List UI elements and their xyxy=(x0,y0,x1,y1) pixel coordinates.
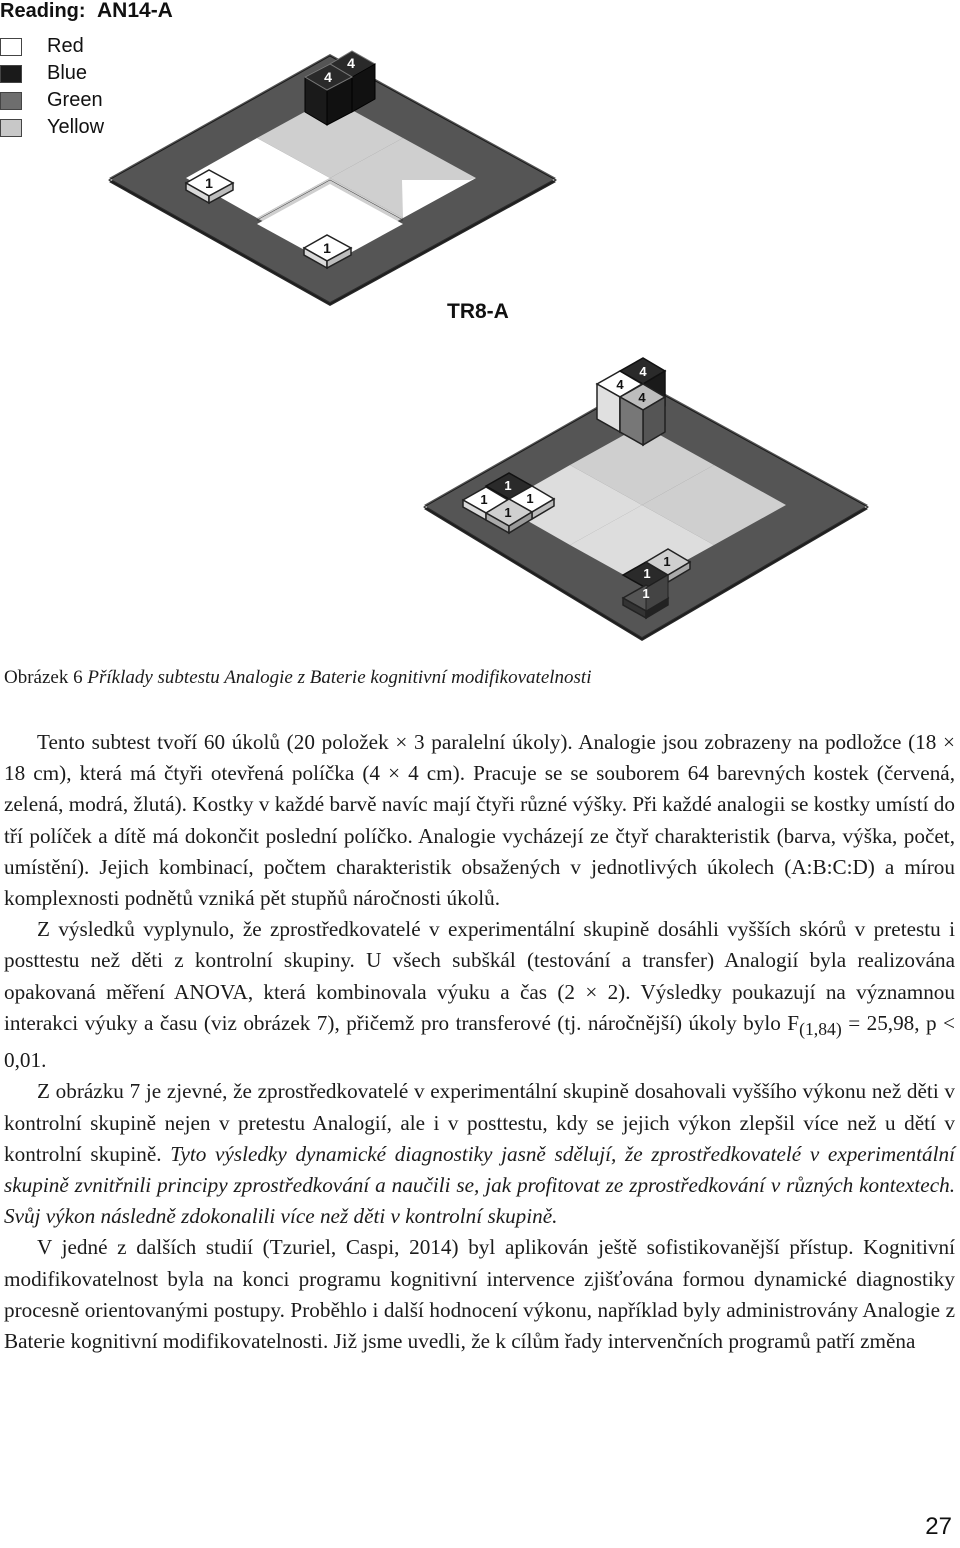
body-text xyxy=(4,727,955,1357)
block-number: 1 xyxy=(642,586,650,601)
block-number: 1 xyxy=(323,240,331,256)
block-number: 1 xyxy=(504,505,512,520)
legend-label: Red xyxy=(47,35,84,57)
paragraph: Z obrázku 7 je zjevné, že zprostředkovatelé v experimentální skupině dosahovali vyššího výkonu než děti v kontrolní skupině nejen v pretestu Analogií, ale i v posttestu, kdy se jejich výkon zlepšil více než u dětí v kontrolní skupině. Tyto výsledky dynamické diagnostiky jasně sdělují, že zprostředkovatelé v experimentální skupině zvnitřnili principy zprostředkování a naučili se, jak profitovat ze zprostředkování v různých kontextech. Svůj výkon následně zdokonalili více než děti v kontrolní skupině. xyxy=(4,1079,955,1229)
block-number: 4 xyxy=(638,390,646,405)
caption-title: Příklady subtestu Analogie z Baterie kognitivní modifikovatelnosti xyxy=(87,667,592,688)
block-number: 4 xyxy=(347,55,355,71)
figure-caption xyxy=(4,667,591,689)
block-number: 1 xyxy=(205,175,213,191)
block-number: 4 xyxy=(639,364,647,379)
legend-title: Reading: xyxy=(0,0,86,22)
f-subscript: (1,84) xyxy=(799,1019,842,1040)
block-number: 4 xyxy=(324,69,332,85)
legend-label: Green xyxy=(47,89,103,111)
block-number: 4 xyxy=(616,377,624,392)
legend-label: Yellow xyxy=(47,116,105,138)
figure-a-label: AN14-A xyxy=(97,0,173,22)
figure-b-label: TR8-A xyxy=(447,300,509,323)
block-number: 1 xyxy=(504,478,512,493)
page-number: 27 xyxy=(925,1513,952,1540)
analogy-figure xyxy=(0,0,960,660)
block-number: 1 xyxy=(643,566,651,581)
block-number: 1 xyxy=(526,491,534,506)
paragraph: Z výsledků vyplynulo, že zprostředkovatelé v experimentální skupině dosáhli vyšších skórů v pretestu i posttestu než děti z kontrolní skupiny. U všech subškál (testování a transfer) Analogií byla realizována opakovaná měření ANOVA, která kombinovala výuku a čas (2 × 2). Výsledky poukazují na významnou interakci výuky a času (viz obrázek 7), přičemž pro transferové (tj. náročnější) úkoly bylo $F_{(1,84)} = 25,98$, p < 0,01. xyxy=(4,917,956,1073)
caption-prefix: Obrázek 6 xyxy=(4,667,83,688)
block-number: 1 xyxy=(663,554,671,569)
paragraph: Tento subtest tvoří 60 úkolů (20 položek × 3 paralelní úkoly). Analogie jsou zobrazeny na podložce (18 × 18 cm), která má čtyři otevřená políčka (4 × 4 cm). Pracuje se se souborem 64 barevných kostek (červená, zelená, modrá, žlutá). Kostky v každé barvě navíc mají čtyři různé výšky. Při každé analogii se kostky umístí do tří políček a dítě má dokončit poslední políčko. Analogie vycházejí ze čtyř charakteristik (barva, výška, počet, umístění). Jejich kombinací, počtem charakteristik obsažených v jednotlivých úkolech (A:B:C:D) a mírou komplexnosti podnětů vzniká pět stupňů náročnosti úkolů. xyxy=(4,730,955,911)
italic-passage: Tyto výsledky dynamické diagnostiky jasně sdělují, že zprostředkovatelé v experimentální skupině zvnitřnili principy zprostředkování a naučili se, jak profitovat ze zprostředkování v různých kontextech. Svůj výkon následně zdokonalili více než děti v kontrolní skupině. xyxy=(4,1141,955,1229)
paragraph: V jedné z dalších studií (Tzuriel, Caspi, 2014) byl aplikován ještě sofistikovanější přístup. Kognitivní modifikovatelnost byla na konci programu kognitivní intervence zjišťována formou dynamické diagnostiky procesně orientovanými postupy. Proběhlo i další hodnocení výkonu, například byly administrovány Analogie z Baterie kognitivní modifikovatelnosti. Již jsme uvedli, že k cílům řady intervenčních programů patří změna xyxy=(4,1235,955,1354)
block-number: 1 xyxy=(480,492,488,507)
legend-label: Blue xyxy=(47,62,88,84)
